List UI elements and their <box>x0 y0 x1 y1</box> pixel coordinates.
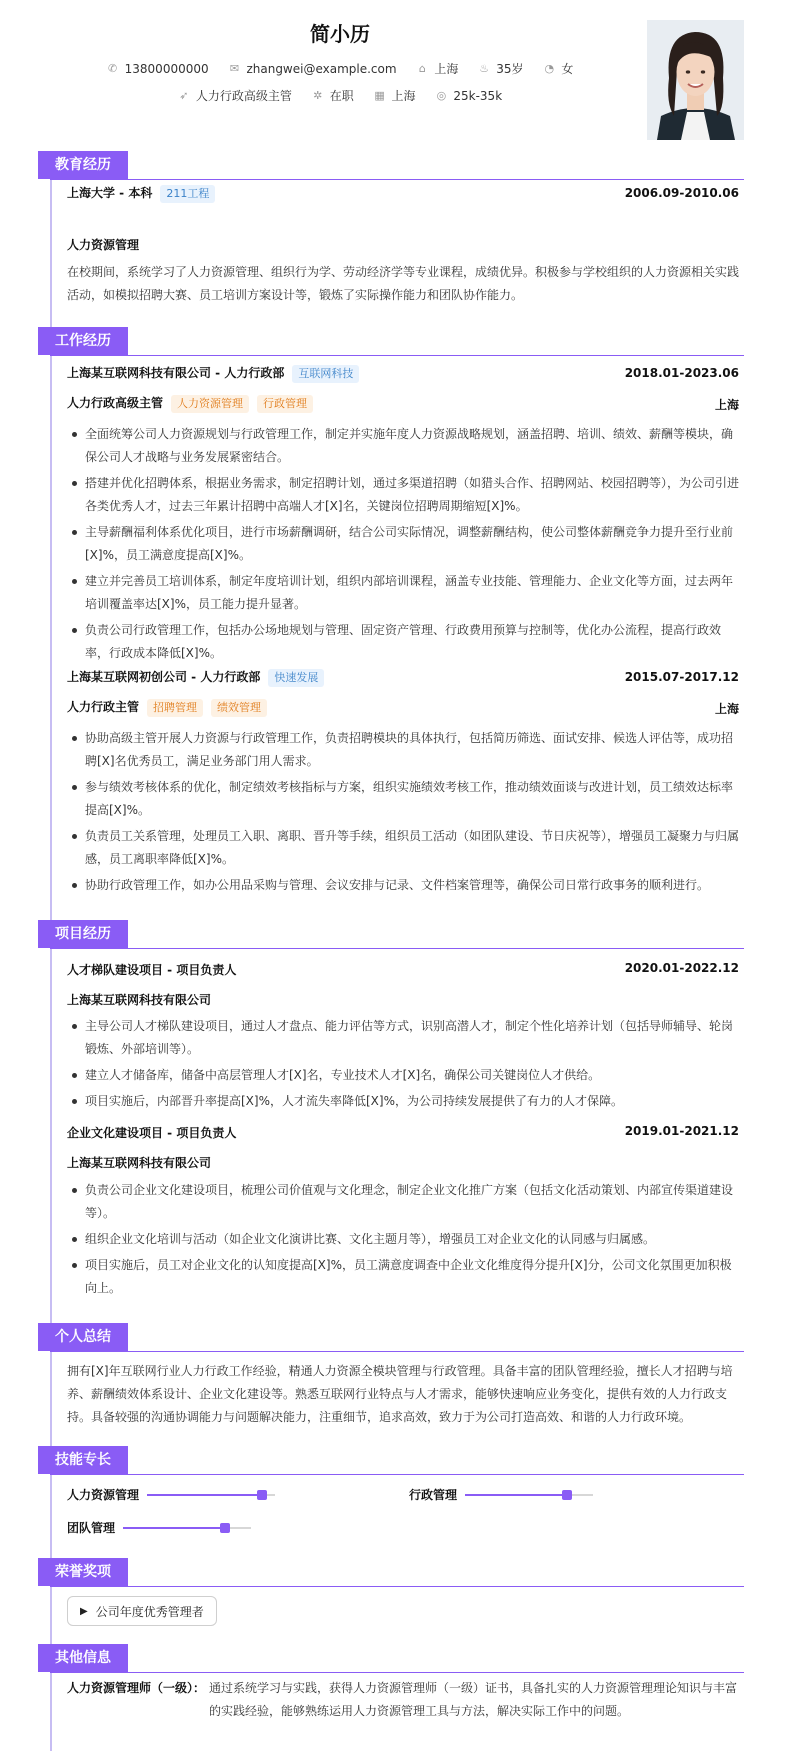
play-icon: ▶ <box>80 1605 88 1617</box>
list-item: 主导公司人才梯队建设项目，通过人才盘点、能力评估等方式，识别高潜人才，制定个性化培养计划（包括导师辅导、轮岗锻炼、外部培训等）。 <box>67 1015 739 1061</box>
award-text: 公司年度优秀管理者 <box>95 1604 204 1619</box>
mail-icon: ✉ <box>229 62 240 75</box>
skill-name: 行政管理 <box>409 1488 458 1502</box>
position-item <box>178 87 292 104</box>
job-2-role-row <box>67 698 267 717</box>
list-item: 搭建并优化招聘体系，根据业务需求，制定招聘计划，通过多渠道招聘（如猎头合作、招聘网站、校园招聘等），为公司引进各类优秀人才，过去三年累计招聘中高端人才[X]名，关键岗位招聘周期缩短[X]%。 <box>67 472 739 518</box>
section-projects-title: 项目经历 <box>38 920 128 948</box>
job-1-bullets <box>67 423 739 668</box>
list-item: 项目实施后，员工对企业文化的认知度提高[X]%，员工满意度调查中企业文化维度得分提升[X]分，公司文化氛围更加积极向上。 <box>67 1254 739 1300</box>
job-2-bullets <box>67 727 739 900</box>
job-1-role-tag: 行政管理 <box>257 395 313 413</box>
job-2-role-tag: 绩效管理 <box>211 699 267 717</box>
section-divider <box>50 1474 744 1475</box>
send-icon: ➶ <box>179 89 189 102</box>
job-intent-row <box>0 87 680 104</box>
skill-item <box>409 1486 593 1503</box>
contact-row <box>0 60 680 77</box>
project-1-dates: 2020.01-2022.12 <box>624 961 739 975</box>
status-item <box>312 87 354 104</box>
job-2-header <box>67 668 324 687</box>
list-item: 全面统筹公司人力资源规划与行政管理工作，制定并实施年度人力资源战略规划，涵盖招聘、培训、绩效、薪酬等模块，确保公司人才战略与业务发展紧密结合。 <box>67 423 739 469</box>
section-divider <box>50 179 744 180</box>
project-1-company: 上海某互联网科技有限公司 <box>67 993 212 1007</box>
gender-text: 女 <box>561 62 574 76</box>
section-divider <box>50 1672 744 1673</box>
email-item <box>228 62 396 76</box>
skill-bar-fill <box>123 1527 225 1529</box>
other-label: 人力资源管理师（一级）： <box>67 1681 206 1695</box>
gear-icon: ✲ <box>313 89 323 102</box>
skill-bar <box>465 1494 593 1496</box>
skill-name: 人力资源管理 <box>67 1488 140 1502</box>
gender-item <box>543 60 573 77</box>
gender-icon: ◔ <box>544 62 555 75</box>
list-item: 负责公司行政管理工作，包括办公场地规划与管理、固定资产管理、行政费用预算与控制等，优化办公流程，提高行政效率，行政成本降低[X]%。 <box>67 619 739 665</box>
coin-icon: ◎ <box>436 89 447 102</box>
project-2-bullets <box>67 1179 739 1303</box>
list-item: 参与绩效考核体系的优化，制定绩效考核指标与方案，组织实施绩效考核工作，推动绩效面谈与改进计划，员工绩效达标率提高[X]%。 <box>67 776 739 822</box>
job-1-role-row <box>67 394 313 413</box>
cake-icon: ♨ <box>479 62 490 75</box>
section-summary-title: 个人总结 <box>38 1323 128 1351</box>
list-item: 项目实施后，内部晋升率提高[X]%，人才流失率降低[X]%，为公司持续发展提供了有力的人才保障。 <box>67 1090 739 1113</box>
skill-bar-knob <box>220 1523 230 1533</box>
skill-bar <box>123 1527 251 1529</box>
project-2-dates: 2019.01-2021.12 <box>624 1124 739 1138</box>
skill-bar-knob <box>257 1490 267 1500</box>
status-text: 在职 <box>329 89 354 103</box>
phone-text: 13800000000 <box>124 61 209 76</box>
job-1-role: 人力行政高级主管 <box>67 396 164 410</box>
list-item: 主导薪酬福利体系优化项目，进行市场薪酬调研，结合公司实际情况，调整薪酬结构，使公司整体薪酬竞争力提升至行业前[X]%，员工满意度提高[X]%。 <box>67 521 739 567</box>
job-1-role-tag: 人力资源管理 <box>171 395 249 413</box>
project-1-bullets <box>67 1015 739 1116</box>
other-text: 通过系统学习与实践，获得人力资源管理师（一级）证书，具备扎实的人力资源管理理论知识与丰富的实践经验，能够熟练运用人力资源管理工具与方法，解决实际工作中的问题。 <box>209 1681 738 1718</box>
skill-bar-knob <box>562 1490 572 1500</box>
email-text: zhangwei@example.com <box>246 61 397 76</box>
list-item: 协助行政管理工作，如办公用品采购与管理、会议安排与记录、文件档案管理等，确保公司日常行政事务的顺利进行。 <box>67 874 739 897</box>
job-2-tag: 快速发展 <box>268 669 324 687</box>
education-tag: 211工程 <box>160 185 215 203</box>
avatar <box>647 20 744 140</box>
skill-bar-fill <box>147 1494 262 1496</box>
section-divider <box>50 1586 744 1587</box>
job-2-role-tag: 招聘管理 <box>147 699 203 717</box>
salary-text: 25k-35k <box>453 88 503 103</box>
section-other-title: 其他信息 <box>38 1644 128 1672</box>
list-item: 负责公司企业文化建设项目，梳理公司价值观与文化理念，制定企业文化推广方案（包括文化活动策划、内部宣传渠道建设等）。 <box>67 1179 739 1225</box>
list-item: 组织企业文化培训与活动（如企业文化演讲比赛、文化主题月等），增强员工对企业文化的认同感与归属感。 <box>67 1228 739 1251</box>
phone-icon: ✆ <box>108 62 118 75</box>
avatar-portrait <box>647 20 744 140</box>
job-1-header <box>67 364 359 383</box>
job-2-location: 上海 <box>714 702 739 716</box>
skill-bar-fill <box>465 1494 567 1496</box>
list-item: 建立人才储备库，储备中高层管理人才[X]名，专业技术人才[X]名，确保公司关键岗位人才供给。 <box>67 1064 739 1087</box>
resume-title: 简小历 <box>310 22 370 46</box>
building-icon: ▦ <box>374 89 385 102</box>
position-text: 人力行政高级主管 <box>195 89 292 103</box>
home-icon: ⌂ <box>418 62 426 75</box>
salary-item <box>435 89 502 103</box>
education-school: 上海大学 - 本科 <box>67 186 153 200</box>
education-major: 人力资源管理 <box>67 238 140 252</box>
section-divider <box>50 1351 744 1352</box>
other-info <box>67 1677 739 1723</box>
city-text: 上海 <box>434 62 459 76</box>
job-1-tag: 互联网科技 <box>292 365 359 383</box>
timeline-line <box>50 172 52 1751</box>
work-city-text: 上海 <box>391 89 416 103</box>
section-work-title: 工作经历 <box>38 327 128 355</box>
job-1-company: 上海某互联网科技有限公司 - 人力行政部 <box>67 366 285 380</box>
skill-item <box>67 1519 251 1536</box>
phone-item <box>107 62 209 76</box>
job-1-location: 上海 <box>714 398 739 412</box>
resume-header <box>0 0 794 150</box>
job-1-dates: 2018.01-2023.06 <box>624 366 739 380</box>
city-item <box>416 60 458 77</box>
section-skills-title: 技能专长 <box>38 1446 128 1474</box>
summary-text: 拥有[X]年互联网行业人力行政工作经验，精通人力资源全模块管理与行政管理。具备丰富的团队管理经验，擅长人才招聘与培养、薪酬绩效体系设计、企业文化建设等。熟悉互联网行业特点与人才需求，能够快速响应业务变化，提供有效的人力行政支持。具备较强的沟通协调能力与问题解决能力，注重细节，追求高效，致力于为公司打造高效、和谐的人力行政环境。 <box>67 1364 733 1424</box>
job-2-role: 人力行政主管 <box>67 700 140 714</box>
project-2-name: 企业文化建设项目 - 项目负责人 <box>67 1126 237 1140</box>
section-divider <box>50 355 744 356</box>
education-description: 在校期间，系统学习了人力资源管理、组织行为学、劳动经济学等专业课程，成绩优异。积极参与学校组织的人力资源相关实践活动，如模拟招聘大赛、员工培训方案设计等，锻炼了实际操作能力和团队协作能力。 <box>67 265 740 302</box>
job-2-dates: 2015.07-2017.12 <box>624 670 739 684</box>
skill-bar <box>147 1494 275 1496</box>
list-item: 协助高级主管开展人力资源与行政管理工作，负责招聘模块的具体执行，包括简历筛选、面试安排、候选人评估等，成功招聘[X]名优秀员工，满足业务部门用人需求。 <box>67 727 739 773</box>
skill-name: 团队管理 <box>67 1521 116 1535</box>
section-awards-title: 荣誉奖项 <box>38 1558 128 1586</box>
award-chip[interactable] <box>67 1596 217 1626</box>
list-item: 建立并完善员工培训体系，制定年度培训计划，组织内部培训课程，涵盖专业技能、管理能力、企业文化等方面，过去两年培训覆盖率达[X]%，员工能力提升显著。 <box>67 570 739 616</box>
project-1-name: 人才梯队建设项目 - 项目负责人 <box>67 963 237 977</box>
age-text: 35岁 <box>496 62 524 76</box>
work-city-item <box>374 87 416 104</box>
project-2-company: 上海某互联网科技有限公司 <box>67 1156 212 1170</box>
section-divider <box>50 948 744 949</box>
education-school-row <box>67 184 215 203</box>
age-item <box>478 60 523 77</box>
job-2-company: 上海某互联网初创公司 - 人力行政部 <box>67 670 261 684</box>
list-item: 负责员工关系管理，处理员工入职、离职、晋升等手续，组织员工活动（如团队建设、节日庆祝等），增强员工凝聚力与归属感，员工离职率降低[X]%。 <box>67 825 739 871</box>
education-dates: 2006.09-2010.06 <box>624 186 739 200</box>
skill-item <box>67 1486 275 1503</box>
section-education-title: 教育经历 <box>38 151 128 179</box>
